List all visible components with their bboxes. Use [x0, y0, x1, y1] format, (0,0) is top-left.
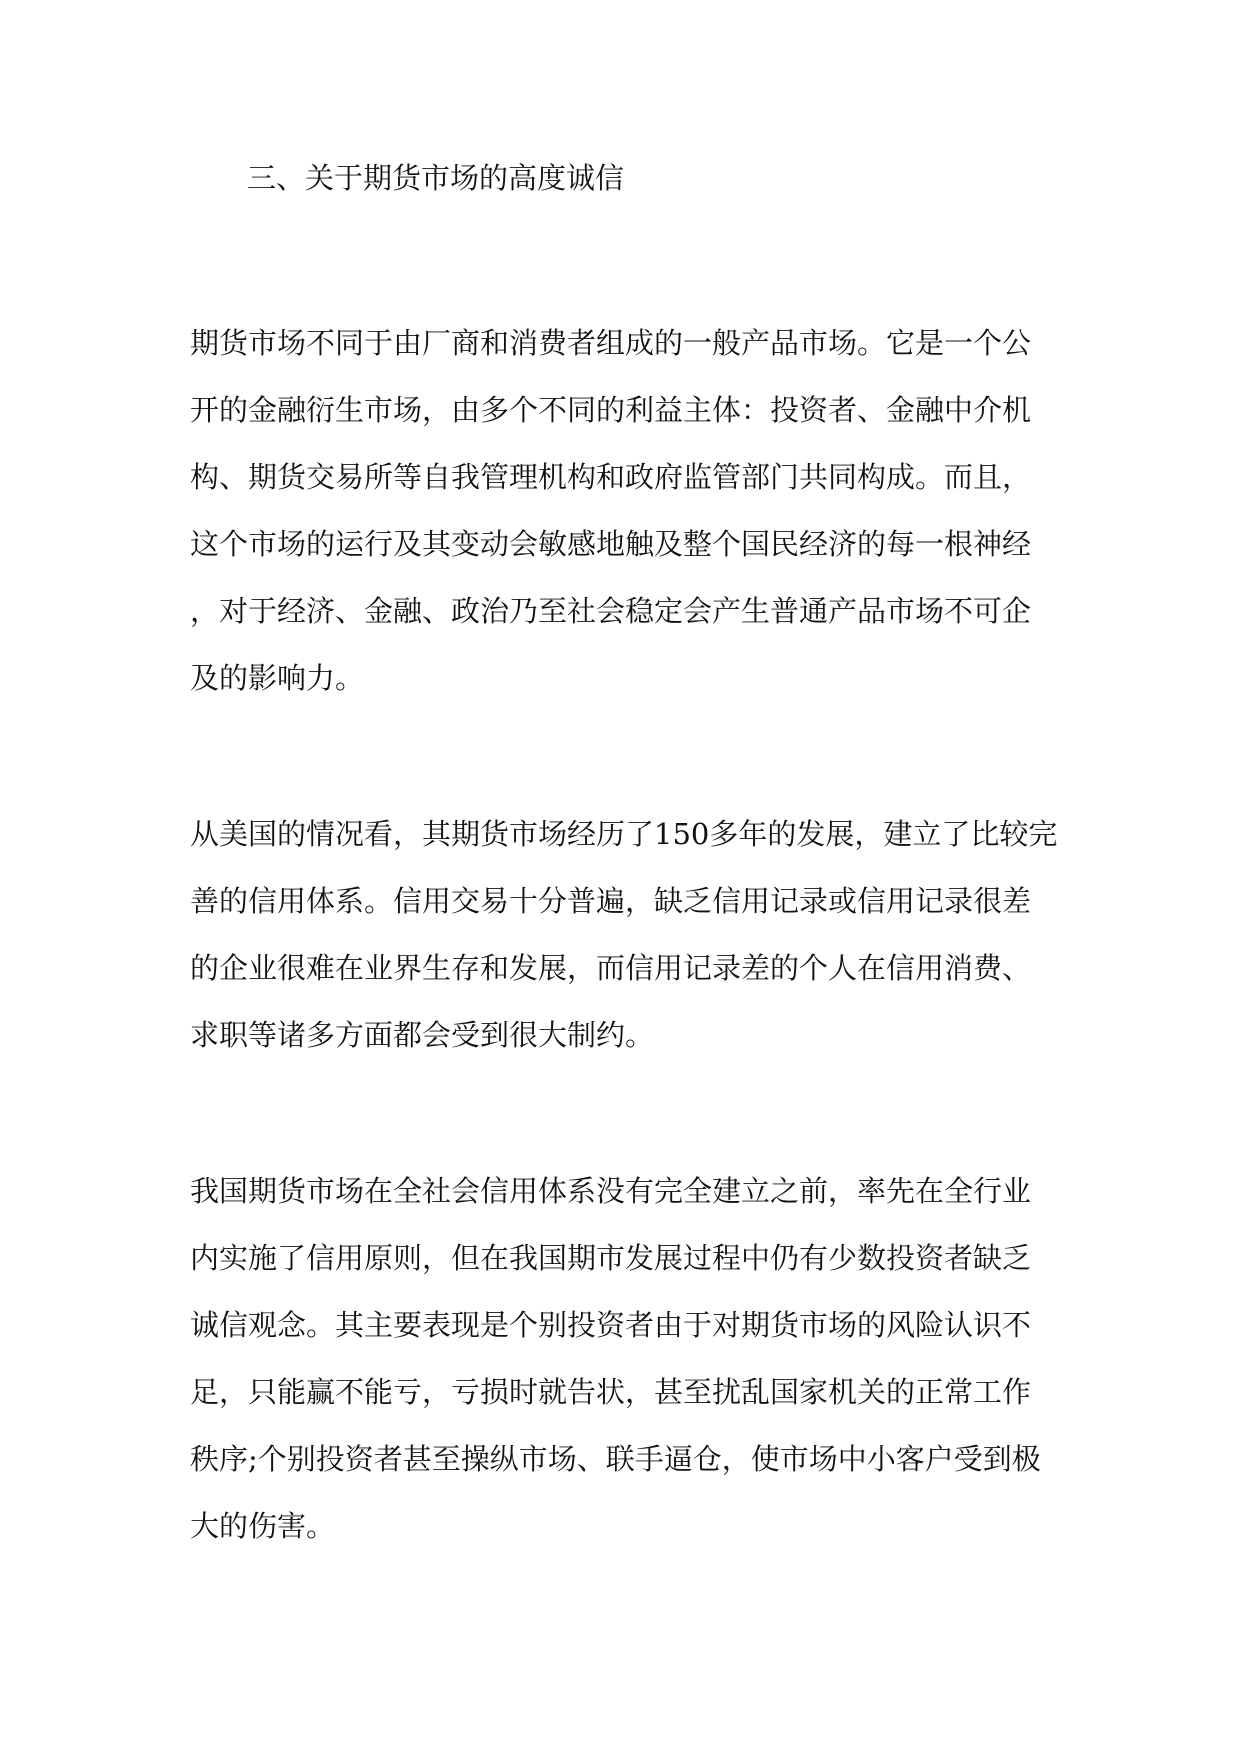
paragraph-line: 构、期货交易所等自我管理机构和政府监管部门共同构成。而且， [190, 460, 1032, 494]
paragraph-line: 的企业很难在业界生存和发展，而信用记录差的个人在信用消费、 [190, 951, 1032, 985]
paragraph-line: 诚信观念。其主要表现是个别投资者由于对期货市场的风险认识不 [190, 1308, 1032, 1342]
paragraph-line: 开的金融衍生市场，由多个不同的利益主体：投资者、金融中介机 [190, 393, 1032, 427]
paragraph-line: 善的信用体系。信用交易十分普遍，缺乏信用记录或信用记录很差 [190, 884, 1032, 918]
paragraph-line: 期货市场不同于由厂商和消费者组成的一般产品市场。它是一个公 [190, 326, 1032, 360]
paragraph-line: 从美国的情况看，其期货市场经历了150多年的发展，建立了比较完 [190, 817, 1058, 851]
paragraph-line: 求职等诸多方面都会受到很大制约。 [190, 1018, 655, 1052]
paragraph-line: 秩序;个别投资者甚至操纵市场、联手逼仓，使市场中小客户受到极 [190, 1442, 1041, 1476]
paragraph-3 [190, 1158, 1070, 1560]
section-heading: 三、关于期货市场的高度诚信 [247, 161, 625, 195]
paragraph-1 [190, 310, 1070, 712]
paragraph-line: 大的伤害。 [190, 1509, 336, 1543]
paragraph-2 [190, 801, 1070, 1069]
paragraph-line: ，对于经济、金融、政治乃至社会稳定会产生普通产品市场不可企 [190, 594, 1032, 628]
paragraph-line: 内实施了信用原则，但在我国期市发展过程中仍有少数投资者缺乏 [190, 1241, 1032, 1275]
paragraph-line: 这个市场的运行及其变动会敏感地触及整个国民经济的每一根神经 [190, 527, 1032, 561]
paragraph-line: 及的影响力。 [190, 661, 365, 695]
paragraph-line: 我国期货市场在全社会信用体系没有完全建立之前，率先在全行业 [190, 1174, 1032, 1208]
paragraph-line: 足，只能赢不能亏，亏损时就告状，甚至扰乱国家机关的正常工作 [190, 1375, 1032, 1409]
